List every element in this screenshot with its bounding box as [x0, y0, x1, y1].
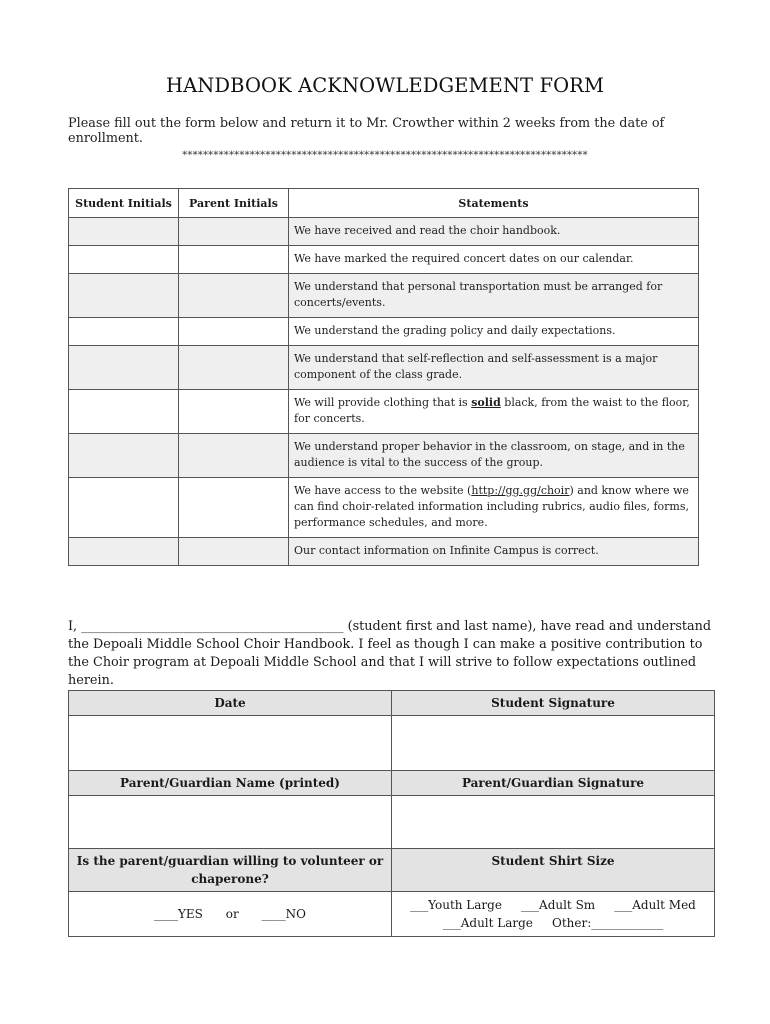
table-header-row	[69, 189, 699, 218]
parent-initials-header: Parent Initials	[179, 189, 289, 218]
website-link[interactable]: http://gg.gg/choir	[471, 484, 570, 497]
form-instructions: Please fill out the form below and return it to Mr. Crowther within 2 weeks from the date of enrollment.	[68, 116, 665, 146]
shirt-size-line-1: ___Youth Large ___Adult Sm ___Adult Med	[410, 898, 696, 912]
student-initials-cell[interactable]	[69, 478, 179, 538]
pledge-paragraph: I, _________________________________________ (student first and last name), have read and understand the Depoali Middle School Choir Handbook. I feel as though I can make a positive contribution to the Choir program at Depoali Middle School and that I will strive to follow expectations outlined herein.	[68, 619, 712, 688]
student-signature-field[interactable]	[392, 716, 715, 771]
date-header: Date	[69, 691, 392, 716]
signature-input-row	[69, 796, 715, 849]
parent-signature-field[interactable]	[392, 796, 715, 849]
statement-text: We understand the grading policy and daily expectations.	[289, 318, 699, 346]
volunteer-options[interactable]: ____YES or ____NO	[69, 892, 392, 937]
signature-header-row	[69, 691, 715, 716]
statement-text-start: We will provide clothing that is	[294, 396, 468, 409]
parent-initials-cell[interactable]	[179, 390, 289, 434]
statement-text: We understand that self-reflection and self-assessment is a major component of the class grade.	[289, 346, 699, 390]
date-field[interactable]	[69, 716, 392, 771]
parent-initials-cell[interactable]	[179, 434, 289, 478]
separator-line: ******************************************************************************	[182, 150, 588, 161]
table-row	[69, 478, 699, 538]
parent-name-header: Parent/Guardian Name (printed)	[69, 771, 392, 796]
student-initials-cell[interactable]	[69, 274, 179, 318]
statements-header: Statements	[289, 189, 699, 218]
parent-signature-header: Parent/Guardian Signature	[392, 771, 715, 796]
volunteer-question-header: Is the parent/guardian willing to volunteer or chaperone?	[69, 849, 392, 892]
statement-text-end: black, from the waist to the floor, for concerts.	[294, 396, 690, 425]
parent-initials-cell[interactable]	[179, 246, 289, 274]
statement-text: We understand that personal transportation must be arranged for concerts/events.	[289, 274, 699, 318]
student-initials-header: Student Initials	[69, 189, 179, 218]
parent-name-field[interactable]	[69, 796, 392, 849]
student-initials-cell[interactable]	[69, 390, 179, 434]
signature-options-row	[69, 892, 715, 937]
parent-initials-cell[interactable]	[179, 318, 289, 346]
table-row	[69, 346, 699, 390]
statement-text	[289, 478, 699, 538]
shirt-size-line-2: ___Adult Large Other:____________	[442, 916, 664, 930]
table-row	[69, 218, 699, 246]
table-row	[69, 538, 699, 566]
signature-header-row	[69, 849, 715, 892]
statement-text	[289, 390, 699, 434]
statement-text: We understand proper behavior in the classroom, on stage, and in the audience is vital to the success of the group.	[289, 434, 699, 478]
parent-initials-cell[interactable]	[179, 478, 289, 538]
student-initials-cell[interactable]	[69, 434, 179, 478]
statement-text: Our contact information on Infinite Campus is correct.	[289, 538, 699, 566]
table-row	[69, 390, 699, 434]
shirt-size-options[interactable]	[392, 892, 715, 937]
parent-initials-cell[interactable]	[179, 346, 289, 390]
student-initials-cell[interactable]	[69, 318, 179, 346]
emphasis-text: solid	[471, 396, 501, 409]
statement-text: We have marked the required concert dates on our calendar.	[289, 246, 699, 274]
statement-text-start: We have access to the website (	[294, 484, 472, 497]
table-row	[69, 318, 699, 346]
acknowledgement-table	[68, 188, 699, 566]
student-initials-cell[interactable]	[69, 246, 179, 274]
student-initials-cell[interactable]	[69, 346, 179, 390]
parent-initials-cell[interactable]	[179, 274, 289, 318]
statement-text: We have received and read the choir handbook.	[289, 218, 699, 246]
shirt-size-header: Student Shirt Size	[392, 849, 715, 892]
signature-table	[68, 690, 715, 937]
table-row	[69, 274, 699, 318]
table-row	[69, 434, 699, 478]
statement-text-end: ) and know where we can find choir-related information including rubrics, audio files, forms, performance schedules, and more.	[294, 484, 689, 529]
parent-initials-cell[interactable]	[179, 218, 289, 246]
student-signature-header: Student Signature	[392, 691, 715, 716]
table-row	[69, 246, 699, 274]
parent-initials-cell[interactable]	[179, 538, 289, 566]
student-initials-cell[interactable]	[69, 218, 179, 246]
signature-header-row	[69, 771, 715, 796]
form-title: HANDBOOK ACKNOWLEDGEMENT FORM	[165, 74, 605, 97]
signature-input-row	[69, 716, 715, 771]
student-initials-cell[interactable]	[69, 538, 179, 566]
